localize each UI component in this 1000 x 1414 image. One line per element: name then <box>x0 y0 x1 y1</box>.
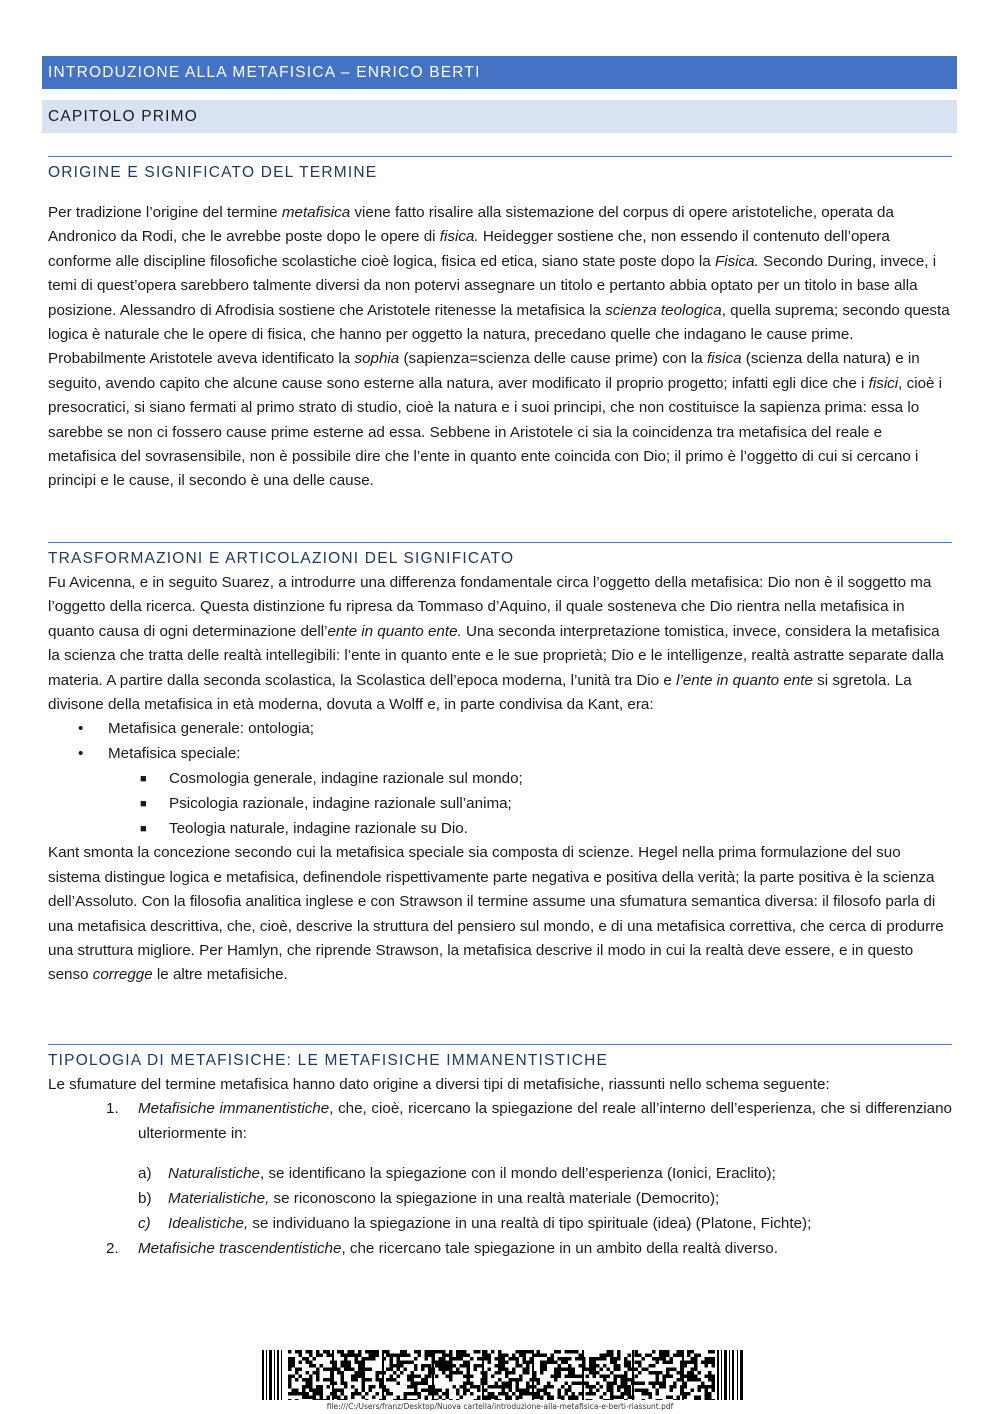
barcode-icon <box>262 1350 744 1400</box>
section-rule <box>48 542 952 543</box>
square-bullet-icon: ■ <box>140 822 147 835</box>
chapter-title: CAPITOLO PRIMO <box>48 108 199 125</box>
section-intro: Le sfumature del termine metafisica hanno dato origine a diversi tipi di metafisiche, riassunti nello schema seguente: <box>48 1076 830 1093</box>
chapter-band <box>42 100 957 133</box>
bullet-list <box>48 717 952 841</box>
section-paragraph: Per tradizione l’origine del termine metafisica viene fatto risalire alla sistemazione del corpus di opere aristoteliche, operata da Andronico da Rodi, che le avrebbe poste dopo le opere di fisica. Heidegger sostiene che, non essendo il contenuto dell’opera conforme alle discipline filosofiche scolastiche cioè logica, fisica ed etica, siano state poste dopo la Fisica. Secondo During, invece, i temi di quest’opera sarebbero talmente diversi da non potervi assegnare un titolo e pertanto abbia optato per un titolo in base alla posizione. Alessandro di Afrodisia sostiene che Aristotele ritenesse la metafisica la scienza teologica, quella suprema; secondo questa logica è naturale che le opere di fisica, che hanno per oggetto la natura, precedano quelle che indagano le cause prime. Probabilmente Aristotele aveva identificato la sophia (sapienza=scienza delle cause prime) con la fisica (scienza della natura) e in seguito, avendo capito che alcune cause sono esterne alla natura, aver modificato il proprio progetto; infatti egli dice che i fisici, cioè i presocratici, si siano fermati al primo strato di studio, cioè la natura e i suoi principi, che non costituisce la sapienza prima: essa lo sarebbe se non ci fossero cause prime esterne ad essa. Sebbene in Aristotele ci sia la coincidenza tra metafisica del reale e metafisica del sovrasensibile, non è possibile dire che l’ente in quanto ente coincida con Dio; il primo è l’oggetto di cui si cercano i principi e le cause, il secondo è una delle cause. <box>48 204 950 490</box>
footer-file-path: file:///C:/Users/franz/Desktop/Nuova cartella/introduzione-alla-metafisica-e-berti-riassunt.pdf <box>326 1402 674 1411</box>
numbered-item: 1. Metafisiche immanentistiche, che, cioè, ricercano la spiegazione del reale all’interno dell’esperienza, che si differenziano ulteriormente in: <box>48 1097 952 1146</box>
document-title: INTRODUZIONE ALLA METAFISICA – ENRICO BERTI <box>48 64 481 81</box>
item-marker: 2. <box>106 1239 119 1257</box>
section-paragraph: Fu Avicenna, e in seguito Suarez, a introdurre una differenza fondamentale circa l’oggetto della metafisica: Dio non è il soggetto ma l’oggetto della ricerca. Questa distinzione fu ripresa da Tommaso d’Aquino, il quale sosteneva che Dio rientra nella metafisica in quanto causa di ogni determinazione dell’ente in quanto ente. Una seconda interpretazione tomistica, invece, considera la metafisica la scienza che tratta delle realtà intellegibili: l’ente in quanto ente e le sue proprietà; Dio e le intelligenze, realtà astratte separate dalla materia. A partire dalla seconda scolastica, la Scolastica dell’epoca moderna, l’unità tra Dio e l’ente in quanto ente si sgretola. La divisone della metafisica in età moderna, dovuta a Wolff e, in parte condivisa da Kant, era: <box>48 574 944 714</box>
section-tipologia <box>48 1044 952 1261</box>
list-item: ■ Teologia naturale, indagine razionale su Dio. <box>48 817 952 842</box>
lettered-item: a) Naturalistiche, se identificano la spiegazione con il mondo dell’esperienza (Ionici, Eraclito); <box>48 1162 952 1187</box>
bullet-icon: • <box>78 745 84 763</box>
list-item: ■ Psicologia razionale, indagine razionale sull’anima; <box>48 792 952 817</box>
section-paragraph: Kant smonta la concezione secondo cui la metafisica speciale sia composta di scienze. Hegel nella prima formulazione del suo sistema distingue logica e metafisica, definendole rispettivamente parte negativa e positiva della verità; la parte positiva è la scienza dell’Assoluto. Con la filosofia analitica inglese e con Strawson il termine assume una sfumatura semantica diversa: il filosofo parla di una metafisica descrittiva, che, cioè, descrive la struttura del pensiero sul mondo, e di una metafisica correttiva, che cerca di produrre una struttura migliore. Per Hamlyn, che riprende Strawson, la metafisica descrive il modo in cui la realtà deve essere, e in questo senso corregge le altre metafisiche. <box>48 844 944 984</box>
lettered-item: b) Materialistiche, se riconoscono la spiegazione in una realtà materiale (Democrito); <box>48 1187 952 1212</box>
section-heading: TIPOLOGIA DI METAFISICHE: LE METAFISICHE IMMANENTISTICHE <box>48 1052 609 1069</box>
section-origine <box>48 156 952 494</box>
item-marker: b) <box>138 1190 152 1208</box>
bullet-icon: • <box>78 720 84 738</box>
square-bullet-icon: ■ <box>140 797 147 810</box>
item-marker: a) <box>138 1165 152 1183</box>
list-item: • Metafisica speciale: <box>48 742 952 767</box>
numbered-item: 2. Metafisiche trascendentistiche, che ricercano tale spiegazione in un ambito della realtà diverso. <box>48 1237 952 1261</box>
item-marker: c) <box>138 1214 151 1232</box>
section-heading: ORIGINE E SIGNIFICATO DEL TERMINE <box>48 164 378 181</box>
section-heading: TRASFORMAZIONI E ARTICOLAZIONI DEL SIGNIFICATO <box>48 550 515 567</box>
section-rule <box>48 156 952 157</box>
document-title-band <box>42 56 957 89</box>
item-marker: 1. <box>106 1100 119 1118</box>
section-trasformazioni <box>48 542 952 988</box>
list-item: • Metafisica generale: ontologia; <box>48 717 952 742</box>
square-bullet-icon: ■ <box>140 773 147 786</box>
section-rule <box>48 1044 952 1045</box>
list-item: ■ Cosmologia generale, indagine razionale sul mondo; <box>48 767 952 792</box>
lettered-item: c) Idealistiche, se individuano la spiegazione in una realtà di tipo spirituale (idea) (Platone, Fichte); <box>48 1212 952 1237</box>
